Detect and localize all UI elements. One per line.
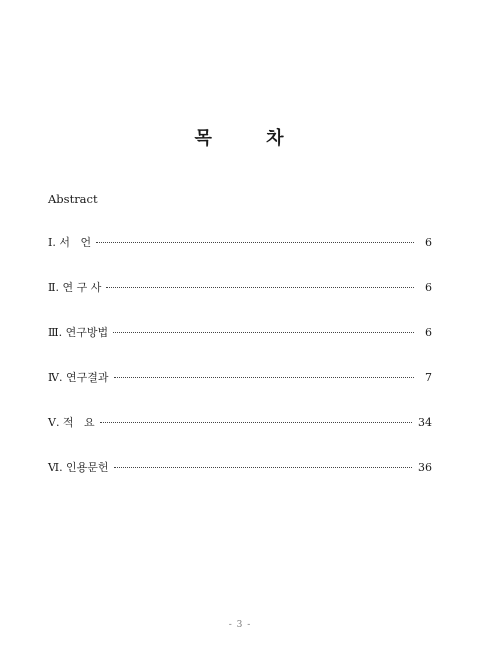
toc-entry-label: Ⅲ. 연구방법 bbox=[48, 326, 109, 339]
toc-entry bbox=[48, 414, 432, 459]
abstract-heading: Abstract bbox=[48, 192, 98, 206]
toc-entry-label: Ⅴ. 적 요 bbox=[48, 416, 95, 429]
toc-entry bbox=[48, 279, 432, 324]
toc-entry-page: 6 bbox=[425, 281, 432, 294]
dot-leader bbox=[114, 467, 412, 468]
toc-entry bbox=[48, 324, 432, 369]
dot-leader bbox=[100, 422, 412, 423]
toc-entry-page: 36 bbox=[418, 461, 432, 474]
toc-entry bbox=[48, 459, 432, 504]
toc-entry-page: 6 bbox=[425, 236, 432, 249]
page-title: 목 차 bbox=[194, 128, 286, 149]
toc-entry bbox=[48, 234, 432, 279]
dot-leader bbox=[113, 332, 414, 333]
toc-entry-page: 7 bbox=[425, 371, 432, 384]
page-number: - 3 - bbox=[228, 620, 252, 630]
dot-leader bbox=[106, 287, 414, 288]
dot-leader bbox=[96, 242, 414, 243]
toc-entry-label: Ⅱ. 연 구 사 bbox=[48, 281, 102, 294]
table-of-contents bbox=[48, 234, 432, 504]
toc-entry-label: Ⅵ. 인용문헌 bbox=[48, 461, 109, 474]
toc-entry-page: 34 bbox=[418, 416, 432, 429]
toc-entry-label: Ⅳ. 연구결과 bbox=[48, 371, 109, 384]
toc-entry-page: 6 bbox=[425, 326, 432, 339]
toc-entry bbox=[48, 369, 432, 414]
dot-leader bbox=[114, 377, 415, 378]
toc-entry-label: Ⅰ. 서 언 bbox=[48, 236, 92, 249]
